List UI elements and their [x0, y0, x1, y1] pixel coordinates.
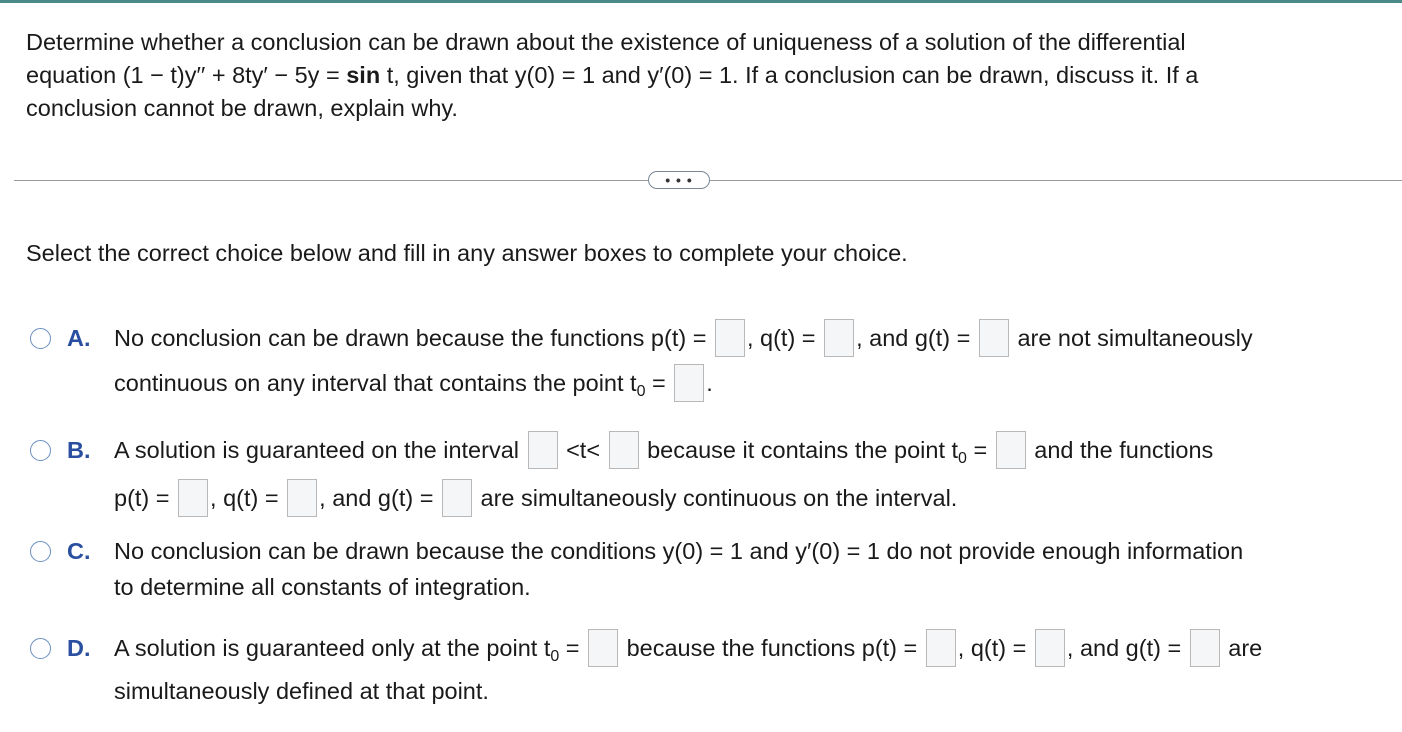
answer-box-b-t0[interactable] [996, 431, 1026, 469]
answer-box-a-t0[interactable] [674, 364, 704, 402]
answer-box-d-p[interactable] [926, 629, 956, 667]
choice-a-text-1: No conclusion can be drawn because the functions p(t) = [114, 325, 707, 351]
answer-box-b-lower[interactable] [528, 431, 558, 469]
answer-box-b-g[interactable] [442, 479, 472, 517]
choice-b-text-5: and the functions [1034, 437, 1214, 463]
choice-a-letter: A. [67, 325, 91, 351]
choice-d-text-2: = [559, 635, 580, 661]
choice-c-text-1: No conclusion can be drawn because the conditions y(0) = 1 and y′(0) = 1 do not provide enough information [114, 538, 1244, 564]
t0-subscript: 0 [550, 648, 560, 665]
choice-a-text-2: , q(t) = [746, 325, 816, 351]
choice-c-letter: C. [67, 538, 91, 564]
t0-subscript: 0 [636, 383, 646, 400]
choice-d-letter: D. [67, 635, 91, 661]
choice-b-text-1: A solution is guaranteed on the interval [114, 437, 519, 463]
choice-b-text-7: , q(t) = [210, 485, 279, 511]
choice-b-text-6: p(t) = [114, 485, 170, 511]
choice-d-text-5: , and g(t) = [1066, 635, 1182, 661]
question-line-2 [26, 59, 1366, 92]
choice-c-text [114, 533, 1384, 605]
choice-a-text-6: = [645, 370, 666, 396]
choice-a-text [114, 316, 1384, 406]
instruction: Select the correct choice below and fill in any answer boxes to complete your choice. [26, 240, 908, 266]
question-line-2a: equation (1 − t)y′′ + 8ty′ − 5y = [26, 62, 347, 88]
choice-b-text-4: = [966, 437, 988, 463]
choice-b-text-2: <t< [566, 437, 601, 463]
choice-d-text-4: , q(t) = [957, 635, 1027, 661]
answer-box-a-q[interactable] [824, 319, 854, 357]
answer-box-d-t0[interactable] [588, 629, 618, 667]
choice-d-text [114, 626, 1384, 714]
answer-box-d-q[interactable] [1035, 629, 1065, 667]
question-text [26, 26, 1366, 125]
radio-d[interactable] [30, 638, 51, 659]
question-line-3: conclusion cannot be drawn, explain why. [26, 95, 458, 121]
answer-box-b-q[interactable] [287, 479, 317, 517]
choice-d-text-7: simultaneously defined at that point. [114, 678, 489, 704]
radio-c[interactable] [30, 541, 51, 562]
choice-d-text-6: are [1228, 635, 1263, 661]
t0-subscript: 0 [958, 450, 967, 467]
choice-b-text-3: because it contains the point t [647, 437, 959, 463]
choice-a-text-7: . [706, 370, 713, 396]
answer-box-a-g[interactable] [979, 319, 1009, 357]
choice-b-text-9: are simultaneously continuous on the interval. [480, 485, 958, 511]
answer-box-d-g[interactable] [1190, 629, 1220, 667]
sin-function: sin [346, 62, 381, 88]
choice-b-text-8: , and g(t) = [319, 485, 434, 511]
top-border [0, 0, 1402, 3]
answer-box-a-p[interactable] [715, 319, 745, 357]
more-button[interactable]: • • • [648, 171, 710, 189]
answer-box-b-upper[interactable] [609, 431, 639, 469]
choice-a-text-4: are not simultaneously [1017, 325, 1253, 351]
question-line-1: Determine whether a conclusion can be drawn about the existence of uniqueness of a solution of the differential [26, 29, 1186, 55]
radio-b[interactable] [30, 440, 51, 461]
choice-b-letter: B. [67, 437, 91, 463]
choice-c-text-2: to determine all constants of integration. [114, 574, 531, 600]
choice-a-text-5: continuous on any interval that contains the point t [114, 370, 637, 396]
answer-box-b-p[interactable] [178, 479, 208, 517]
choice-a-text-3: , and g(t) = [856, 325, 971, 351]
choice-b-text [114, 428, 1384, 521]
choice-d-text-3: because the functions p(t) = [626, 635, 918, 661]
choice-d-text-1: A solution is guaranteed only at the point t [114, 635, 551, 661]
radio-a[interactable] [30, 328, 51, 349]
question-line-2b: t, given that y(0) = 1 and y′(0) = 1. If a conclusion can be drawn, discuss it. If a [380, 62, 1199, 88]
